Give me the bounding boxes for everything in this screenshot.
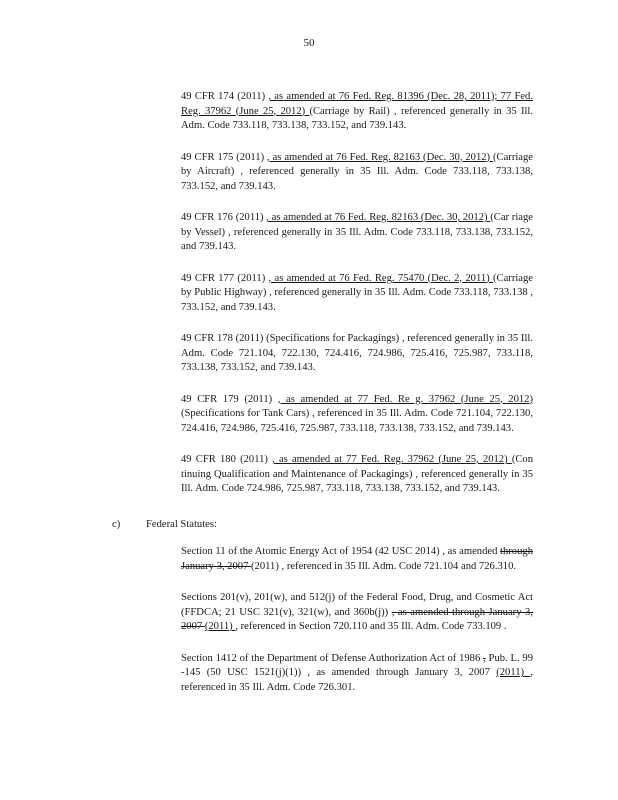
section-title: Federal Statutes: [146,519,217,530]
citation-text: 49 CFR 174 (2011) [181,91,269,102]
inserted-text: , as amended at 76 Fed. Reg. 75470 (Dec. 2, 2011) [268,272,493,284]
citation-text: (Car riage by Vessel) , referenced generally in 35 Ill. Adm. Code 733.118, 733.138, 733.152, and 739.143. [181,212,533,252]
citation-text: 49 CFR 175 (2011) [181,151,268,163]
inserted-text: , as amended at 77 Fed. Re g. 37962 (June 25, 2012) [277,393,533,405]
citation-text: (Con tinuing Qualification and Maintenance of Packagings) , referenced generally in 35 Ill. Adm. Code 724.986, 725.987, 733.118, 733.138, 733.152, and 739.143. [181,454,533,494]
deleted-text: , [483,652,486,664]
cfr-citation [181,393,533,437]
inserted-text: , as amended at 76 Fed. Reg. 82163 (Dec. 30, 2012) [266,212,491,223]
cfr-citation [181,332,533,376]
inserted-text: (2011) [204,621,236,632]
cfr-citation [181,151,533,195]
citation-text: (Carriage by Rail) , referenced generally in 35 Ill. Adm. Code 733.118, 733.138, 733.152, and 739.143. [181,105,534,131]
citation-text: Section 11 of the Atomic Energy Act of 1954 (42 USC 2014) , as amended [181,546,501,557]
citation-text: Pub. L. 99 -145 (50 USC 1521(j)(1)) , as amended through January 3, 2007 [181,652,534,678]
citation-text: Sections 201(v), 201(w), and 512(j) of the Federal Food, Drug, and Cosmetic Act (FFDCA; 21 USC 321(v), 321(w), and 360b(j)) [181,592,533,618]
deleted-text: , as amended through January 3, 2007 [181,606,533,632]
cfr-entries [181,90,533,514]
statute-citation [181,545,533,574]
statute-citation [181,591,533,635]
citation-text: Section 1412 of the Department of Defense Authorization Act of 1986 [181,652,484,664]
inserted-text: , as amended at 77 Fed. Reg. 37962 (June 25, 2012) [272,454,512,465]
citation-text: 49 CFR 177 (2011) [181,272,269,284]
cfr-citation [181,272,533,316]
section-heading-federal-statutes [112,518,217,532]
inserted-text: (2011) [496,667,531,678]
citation-text: (Specifications for Tank Cars) , referenced in 35 Ill. Adm. Code 721.104, 722.130, 724.416, 724.986, 725.416, 725.987, 733.118, 733.138, 733.152, and 739.143. [181,408,533,434]
citation-text: , referenced in 35 Ill. Adm. Code 726.301. [181,667,534,693]
inserted-text: , as amended at 76 Fed. Reg. 82163 (Dec. 30, 2012) [267,151,493,163]
citation-text: 49 CFR 178 (2011) (Specifications for Packagings) , referenced generally in 35 Ill. Adm. Code 721.104, 722.130, 724.416, 724.986, 725.416, 725.987, 733.118, 733.138, 733.152, and 739.143. [181,333,533,373]
section-letter: c) [112,519,121,530]
cfr-citation [181,90,533,134]
citation-text: 49 CFR 179 (2011) [181,393,278,405]
citation-text: 49 CFR 180 (2011) [181,454,273,465]
citation-text: (Carriage by Aircraft) , referenced generally in 35 Ill. Adm. Code 733.118, 733.138, 733.152, and 739.143. [181,151,533,192]
citation-text: , referenced in Section 720.110 and 35 Ill. Adm. Code 733.109 . [235,621,507,632]
citation-text: 49 CFR 176 (2011) [181,212,267,223]
inserted-text: , as amended at 76 Fed. Reg. 81396 (Dec. 28, 2011); 77 Fed. Reg. 37962 (June 25, 2012) [181,91,534,117]
statute-citation [181,652,533,696]
page-number: 50 [303,37,315,49]
cfr-citation [181,211,533,255]
citation-text: (2011) , referenced in 35 Ill. Adm. Code 721.104 and 726.310. [251,560,517,572]
statute-entries [181,545,533,712]
citation-text: (Carriage by Public Highway) , referenced generally in 35 Ill. Adm. Code 733.118, 733.138 , 733.152, and 739.143. [181,272,533,313]
deleted-text: through January 3, 2007 [181,546,533,572]
cfr-citation [181,453,533,497]
